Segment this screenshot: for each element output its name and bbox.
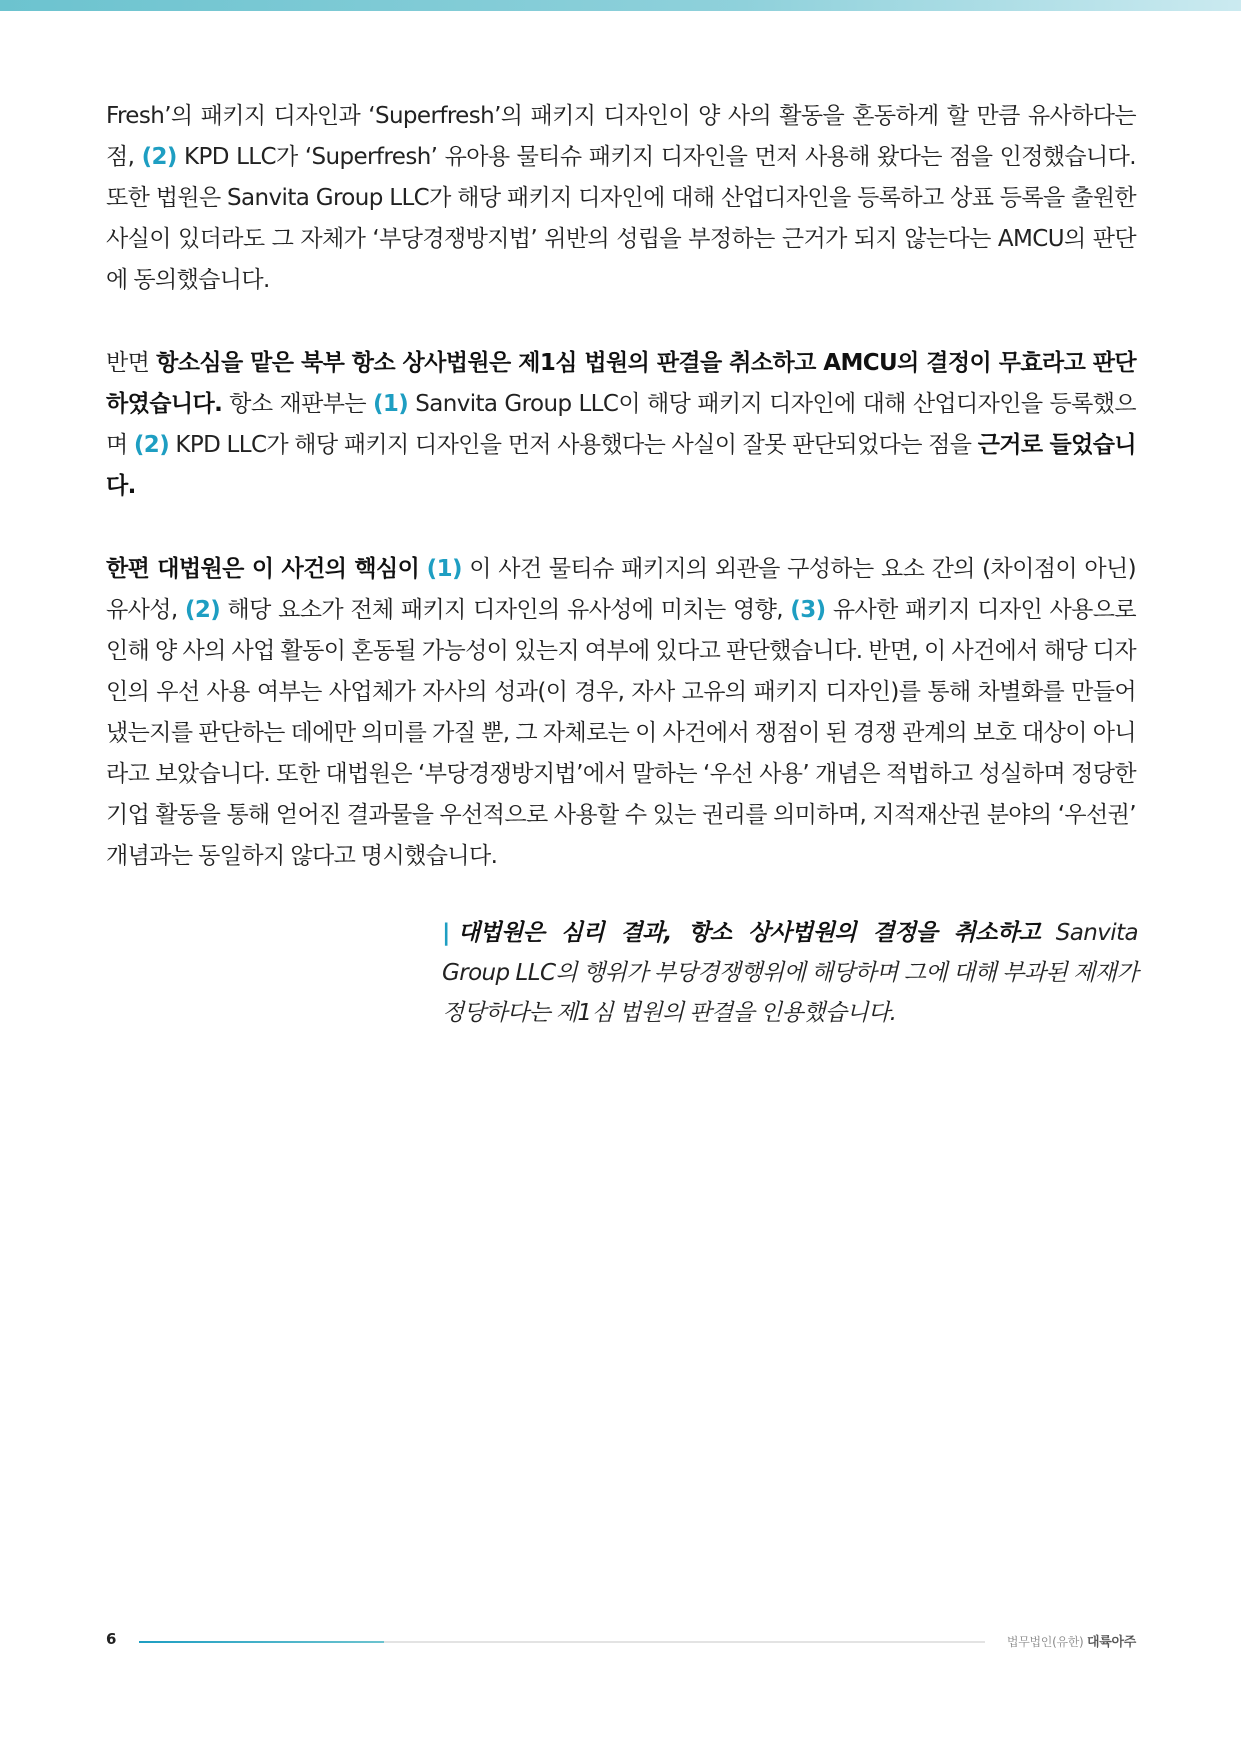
paragraph-2-text-d: KPD LLC가 해당 패키지 디자인을 먼저 사용했다는 사실이 잘못 판단되었다는 점을 [169, 432, 978, 458]
footer-divider [139, 1641, 985, 1643]
item-number: (2) [133, 432, 170, 458]
paragraph-2-text-a: 반면 [106, 350, 157, 376]
document-body [106, 96, 1136, 919]
paragraph-1 [106, 96, 1136, 301]
item-number: (1) [426, 556, 462, 582]
page-number: 6 [106, 1630, 117, 1648]
paragraph-3-bold-a: 한편 대법원은 이 사건의 핵심이 [106, 556, 420, 582]
quote-bar-icon: | [442, 920, 450, 946]
firm-logo [1007, 1631, 1136, 1650]
quote-bold-text: 대법원은 심리 결과, 항소 상사법원의 결정을 취소하고 [457, 920, 1041, 946]
paragraph-2-bold-a: 항소심을 맡은 북부 항소 상사법원은 제1심 법원의 판결을 취소하고 AMCU의 결정이 무효라고 판단하였습니다. [106, 350, 1136, 417]
paragraph-2-bold-b: 근거로 들었습니다. [106, 432, 1136, 499]
quote-text: Sanvita Group LLC의 행위가 부당경쟁행위에 해당하며 그에 대해 부과된 제재가 정당하다는 제1심 법원의 판결을 인용했습니다. [442, 920, 1138, 1026]
item-number: (1) [372, 391, 409, 417]
paragraph-2-text-c: Sanvita Group LLC이 해당 패키지 디자인에 대해 산업디자인을 등록했으며 [106, 391, 1137, 458]
footer-divider-accent [139, 1641, 384, 1643]
pull-quote [442, 913, 1138, 1033]
paragraph-3-text-a: 이 사건 물티슈 패키지의 외관을 구성하는 요소 간의 (차이점이 아닌) 유사성, [106, 556, 1137, 623]
paragraph-3-text-b: 해당 요소가 전체 패키지 디자인의 유사성에 미치는 영향, [220, 597, 791, 623]
paragraph-2-text-b: 항소 재판부는 [222, 391, 373, 417]
paragraph-3-text-c: 유사한 패키지 디자인 사용으로 인해 양 사의 사업 활동이 혼동될 가능성이 있는지 여부에 있다고 판단했습니다. 반면, 이 사건에서 해당 디자인의 우선 사용 여부는 사업체가 자사의 성과(이 경우, 자사 고유의 패키지 디자인)를 통해 차별화를 만들어냈는지를 판단하는 데에만 의미를 가질 뿐, 그 자체로는 이 사건에서 쟁점이 된 경쟁 관계의 보호 대상이 아니라고 보았습니다. 또한 대법원은 ‘부당경쟁방지법’에서 말하는 ‘우선 사용’ 개념은 적법하고 성실하며 정당한 기업 활동을 통해 얻어진 결과물을 우선적으로 사용할 수 있는 권리를 의미하며, 지적재산권 분야의 ‘우선권’ 개념과는 동일하지 않다고 명시했습니다. [106, 597, 1136, 869]
paragraph-1-text-b: KPD LLC가 ‘Superfresh’ 유아용 물티슈 패키지 디자인을 먼저 사용해 왔다는 점을 인정했습니다. 또한 법원은 Sanvita Group LLC가 해당 패키지 디자인에 대해 산업디자인을 등록하고 상표 등록을 출원한 사실이 있더라도 그 자체가 ‘부당경쟁방지법’ 위반의 성립을 부정하는 근거가 되지 않는다는 AMCU의 판단에 동의했습니다. [106, 144, 1136, 293]
firm-name: 대륙아주 [1086, 1635, 1136, 1650]
paragraph-3 [106, 549, 1136, 877]
paragraph-2 [106, 343, 1136, 507]
item-number: (2) [141, 144, 177, 170]
firm-prefix: 법무법인(유한) [1006, 1635, 1084, 1649]
paragraph-1-text-a: Fresh’의 패키지 디자인과 ‘Superfresh’의 패키지 디자인이 양 사의 활동을 혼동하게 할 만큼 유사하다는 점, [106, 103, 1136, 170]
top-accent-bar [0, 0, 1241, 11]
item-number: (2) [184, 597, 221, 623]
page-footer [106, 1630, 1136, 1654]
item-number: (3) [790, 597, 826, 623]
